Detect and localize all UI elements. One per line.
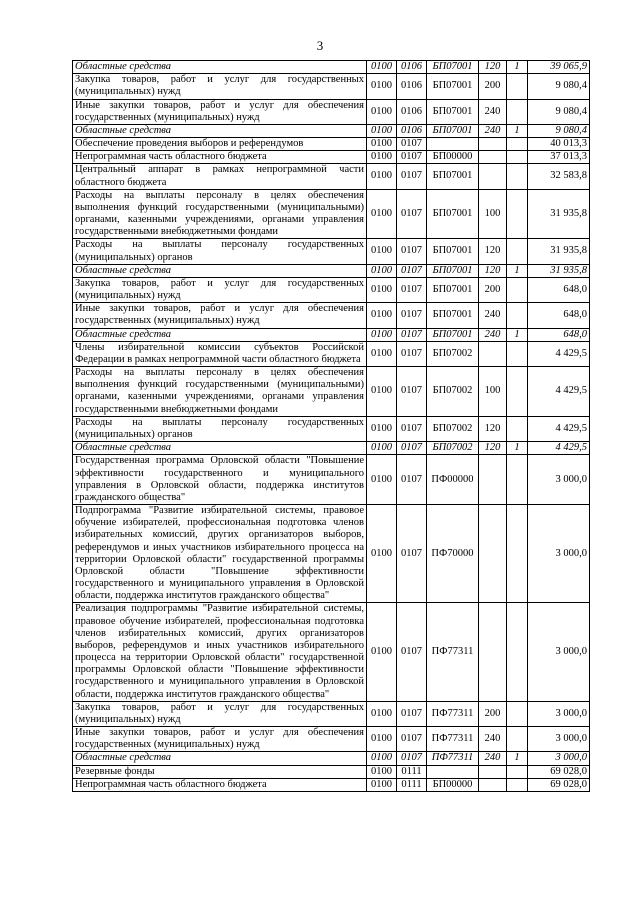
regional-funds-row	[73, 752, 590, 765]
expense-type-code-cell	[479, 765, 507, 778]
amount-cell: 9 080,4	[528, 99, 590, 124]
funding-source-cell: 1	[507, 752, 528, 765]
amount-cell: 69 028,0	[528, 765, 590, 778]
section-code-cell: 0100	[367, 264, 397, 277]
table-row	[73, 416, 590, 441]
expense-name-cell: Резервные фонды	[73, 765, 367, 778]
funding-source-cell: 1	[507, 124, 528, 137]
amount-cell: 4 429,5	[528, 367, 590, 417]
section-code-cell: 0100	[367, 239, 397, 264]
section-code-cell: 0100	[367, 74, 397, 99]
expense-type-code-cell	[479, 138, 507, 151]
table-row	[73, 505, 590, 603]
expense-name-cell: Непрограммная часть областного бюджета	[73, 151, 367, 164]
subsection-code-cell: 0107	[397, 328, 427, 341]
subsection-code-cell: 0106	[397, 61, 427, 74]
funding-source-cell	[507, 277, 528, 302]
target-item-code-cell: БП07002	[427, 367, 479, 417]
expense-type-code-cell: 100	[479, 367, 507, 417]
section-code-cell: 0100	[367, 505, 397, 603]
regional-funds-row	[73, 264, 590, 277]
target-item-code-cell	[427, 765, 479, 778]
amount-cell: 9 080,4	[528, 124, 590, 137]
section-code-cell: 0100	[367, 151, 397, 164]
table-row	[73, 239, 590, 264]
expense-type-code-cell: 240	[479, 303, 507, 328]
expense-type-code-cell: 120	[479, 239, 507, 264]
subsection-code-cell: 0107	[397, 264, 427, 277]
subsection-code-cell: 0111	[397, 765, 427, 778]
table-row	[73, 727, 590, 752]
funding-source-cell	[507, 455, 528, 505]
subsection-code-cell: 0107	[397, 455, 427, 505]
expense-type-code-cell	[479, 455, 507, 505]
table-row	[73, 603, 590, 701]
funding-source-cell	[507, 74, 528, 99]
funding-source-cell	[507, 727, 528, 752]
expense-type-code-cell	[479, 164, 507, 189]
subsection-code-cell: 0107	[397, 367, 427, 417]
expense-name-cell: Иные закупки товаров, работ и услуг для обеспечения государственных (муниципальных) нужд	[73, 303, 367, 328]
table-row	[73, 74, 590, 99]
expense-name-cell: Расходы на выплаты персоналу государственных (муниципальных) органов	[73, 239, 367, 264]
regional-funds-row	[73, 124, 590, 137]
expense-name-cell: Реализация подпрограммы "Развитие избирательной системы, правовое обучение избирателей, профессиональная подготовка членов избирательных комиссий, других организаторов выборов, референдумов и иных участников избирательного процесса на территории Орловской области" государственной программы Орловской области "Повышение эффективности государственного и муниципального управления в Орловской области, поддержка институтов гражданского общества"	[73, 603, 367, 701]
target-item-code-cell: БП00000	[427, 151, 479, 164]
expense-type-code-cell: 120	[479, 442, 507, 455]
regional-funds-row	[73, 61, 590, 74]
table-row	[73, 151, 590, 164]
amount-cell: 31 935,8	[528, 264, 590, 277]
target-item-code-cell: БП07002	[427, 341, 479, 366]
amount-cell: 648,0	[528, 277, 590, 302]
subsection-code-cell: 0107	[397, 727, 427, 752]
regional-funds-row	[73, 442, 590, 455]
expense-type-code-cell: 240	[479, 124, 507, 137]
amount-cell: 3 000,0	[528, 603, 590, 701]
target-item-code-cell: БП07001	[427, 277, 479, 302]
expense-name-cell: Закупка товаров, работ и услуг для государственных (муниципальных) нужд	[73, 74, 367, 99]
funding-source-cell	[507, 416, 528, 441]
target-item-code-cell: БП07001	[427, 74, 479, 99]
subsection-code-cell: 0107	[397, 189, 427, 239]
table-row	[73, 455, 590, 505]
subsection-code-cell: 0106	[397, 124, 427, 137]
section-code-cell: 0100	[367, 416, 397, 441]
section-code-cell: 0100	[367, 778, 397, 791]
target-item-code-cell: БП07001	[427, 328, 479, 341]
funding-source-cell	[507, 505, 528, 603]
funding-source-cell	[507, 189, 528, 239]
amount-cell: 4 429,5	[528, 442, 590, 455]
subsection-code-cell: 0107	[397, 164, 427, 189]
funding-source-cell	[507, 99, 528, 124]
section-code-cell: 0100	[367, 164, 397, 189]
expense-name-cell: Областные средства	[73, 124, 367, 137]
section-code-cell: 0100	[367, 455, 397, 505]
subsection-code-cell: 0107	[397, 341, 427, 366]
page-number: 3	[316, 38, 324, 53]
subsection-code-cell: 0106	[397, 99, 427, 124]
expense-name-cell: Областные средства	[73, 442, 367, 455]
subsection-code-cell: 0107	[397, 239, 427, 264]
amount-cell: 31 935,8	[528, 239, 590, 264]
table-row	[73, 138, 590, 151]
funding-source-cell: 1	[507, 61, 528, 74]
expense-name-cell: Иные закупки товаров, работ и услуг для обеспечения государственных (муниципальных) нужд	[73, 727, 367, 752]
amount-cell: 3 000,0	[528, 727, 590, 752]
target-item-code-cell: ПФ77311	[427, 752, 479, 765]
funding-source-cell	[507, 303, 528, 328]
amount-cell: 648,0	[528, 303, 590, 328]
funding-source-cell	[507, 367, 528, 417]
funding-source-cell: 1	[507, 442, 528, 455]
funding-source-cell	[507, 701, 528, 726]
section-code-cell: 0100	[367, 303, 397, 328]
target-item-code-cell: БП07001	[427, 239, 479, 264]
table-row	[73, 277, 590, 302]
regional-funds-row	[73, 328, 590, 341]
expense-name-cell: Члены избирательной комиссии субъектов Российской Федерации в рамках непрограммной части областного бюджета	[73, 341, 367, 366]
target-item-code-cell: БП07001	[427, 124, 479, 137]
subsection-code-cell: 0107	[397, 138, 427, 151]
subsection-code-cell: 0107	[397, 442, 427, 455]
subsection-code-cell: 0107	[397, 277, 427, 302]
section-code-cell: 0100	[367, 765, 397, 778]
target-item-code-cell: БП07001	[427, 189, 479, 239]
amount-cell: 3 000,0	[528, 701, 590, 726]
table-row	[73, 189, 590, 239]
target-item-code-cell: ПФ00000	[427, 455, 479, 505]
section-code-cell: 0100	[367, 61, 397, 74]
section-code-cell: 0100	[367, 442, 397, 455]
amount-cell: 3 000,0	[528, 455, 590, 505]
subsection-code-cell: 0107	[397, 416, 427, 441]
table-row	[73, 99, 590, 124]
expense-type-code-cell: 200	[479, 701, 507, 726]
funding-source-cell	[507, 341, 528, 366]
expense-name-cell: Областные средства	[73, 752, 367, 765]
subsection-code-cell: 0107	[397, 505, 427, 603]
section-code-cell: 0100	[367, 701, 397, 726]
amount-cell: 9 080,4	[528, 74, 590, 99]
budget-table	[72, 60, 590, 792]
target-item-code-cell	[427, 138, 479, 151]
expense-name-cell: Областные средства	[73, 264, 367, 277]
expense-name-cell: Областные средства	[73, 61, 367, 74]
funding-source-cell: 1	[507, 264, 528, 277]
section-code-cell: 0100	[367, 603, 397, 701]
section-code-cell: 0100	[367, 138, 397, 151]
target-item-code-cell: ПФ77311	[427, 727, 479, 752]
amount-cell: 648,0	[528, 328, 590, 341]
expense-name-cell: Государственная программа Орловской области "Повышение эффективности государственного и муниципального управления в Орловской области, поддержка институтов гражданского общества"	[73, 455, 367, 505]
funding-source-cell	[507, 239, 528, 264]
target-item-code-cell: ПФ77311	[427, 603, 479, 701]
table-row	[73, 778, 590, 791]
funding-source-cell	[507, 151, 528, 164]
subsection-code-cell: 0111	[397, 778, 427, 791]
expense-type-code-cell: 120	[479, 61, 507, 74]
amount-cell: 3 000,0	[528, 752, 590, 765]
expense-type-code-cell: 240	[479, 727, 507, 752]
target-item-code-cell: БП07001	[427, 99, 479, 124]
expense-type-code-cell: 100	[479, 189, 507, 239]
expense-type-code-cell	[479, 341, 507, 366]
table-row	[73, 303, 590, 328]
expense-type-code-cell	[479, 603, 507, 701]
expense-type-code-cell: 240	[479, 99, 507, 124]
amount-cell: 39 065,9	[528, 61, 590, 74]
subsection-code-cell: 0107	[397, 603, 427, 701]
subsection-code-cell: 0107	[397, 752, 427, 765]
section-code-cell: 0100	[367, 367, 397, 417]
section-code-cell: 0100	[367, 727, 397, 752]
section-code-cell: 0100	[367, 189, 397, 239]
section-code-cell: 0100	[367, 341, 397, 366]
target-item-code-cell: БП07002	[427, 442, 479, 455]
expense-type-code-cell	[479, 505, 507, 603]
table-row	[73, 701, 590, 726]
budget-table-body	[73, 61, 590, 792]
amount-cell: 40 013,3	[528, 138, 590, 151]
funding-source-cell	[507, 138, 528, 151]
target-item-code-cell: ПФ70000	[427, 505, 479, 603]
target-item-code-cell: БП07001	[427, 303, 479, 328]
section-code-cell: 0100	[367, 277, 397, 302]
subsection-code-cell: 0107	[397, 701, 427, 726]
funding-source-cell	[507, 765, 528, 778]
table-row	[73, 765, 590, 778]
expense-name-cell: Закупка товаров, работ и услуг для государственных (муниципальных) нужд	[73, 701, 367, 726]
target-item-code-cell: БП07001	[427, 264, 479, 277]
expense-name-cell: Расходы на выплаты персоналу государственных (муниципальных) органов	[73, 416, 367, 441]
table-row	[73, 164, 590, 189]
expense-name-cell: Иные закупки товаров, работ и услуг для обеспечения государственных (муниципальных) нужд	[73, 99, 367, 124]
target-item-code-cell: БП07001	[427, 164, 479, 189]
expense-name-cell: Подпрограмма "Развитие избирательной системы, правовое обучение избирателей, профессиональная подготовка членов избирательных комиссий, других организаторов выборов, референдумов и иных участников избирательного процесса на территории Орловской области" государственной программы Орловской области "Повышение эффективности государственного и муниципального управления в Орловской области, поддержка институтов гражданского общества"	[73, 505, 367, 603]
amount-cell: 4 429,5	[528, 341, 590, 366]
funding-source-cell	[507, 778, 528, 791]
amount-cell: 3 000,0	[528, 505, 590, 603]
expense-type-code-cell: 240	[479, 752, 507, 765]
section-code-cell: 0100	[367, 328, 397, 341]
funding-source-cell	[507, 603, 528, 701]
subsection-code-cell: 0107	[397, 303, 427, 328]
expense-name-cell: Центральный аппарат в рамках непрограммной части областного бюджета	[73, 164, 367, 189]
subsection-code-cell: 0106	[397, 74, 427, 99]
expense-name-cell: Расходы на выплаты персоналу в целях обеспечения выполнения функций государственными (муниципальными) органами, казенными учреждениями, органами управления государственными внебюджетными фондами	[73, 367, 367, 417]
amount-cell: 69 028,0	[528, 778, 590, 791]
target-item-code-cell: БП07002	[427, 416, 479, 441]
expense-type-code-cell	[479, 151, 507, 164]
table-row	[73, 367, 590, 417]
expense-type-code-cell	[479, 778, 507, 791]
funding-source-cell: 1	[507, 328, 528, 341]
section-code-cell: 0100	[367, 99, 397, 124]
expense-name-cell: Закупка товаров, работ и услуг для государственных (муниципальных) нужд	[73, 277, 367, 302]
amount-cell: 32 583,8	[528, 164, 590, 189]
expense-type-code-cell: 200	[479, 277, 507, 302]
expense-name-cell: Расходы на выплаты персоналу в целях обеспечения выполнения функций государственными (муниципальными) органами, казенными учреждениями, органами управления государственными внебюджетными фондами	[73, 189, 367, 239]
table-row	[73, 341, 590, 366]
amount-cell: 4 429,5	[528, 416, 590, 441]
amount-cell: 31 935,8	[528, 189, 590, 239]
expense-name-cell: Областные средства	[73, 328, 367, 341]
subsection-code-cell: 0107	[397, 151, 427, 164]
expense-type-code-cell: 240	[479, 328, 507, 341]
target-item-code-cell: ПФ77311	[427, 701, 479, 726]
section-code-cell: 0100	[367, 124, 397, 137]
funding-source-cell	[507, 164, 528, 189]
target-item-code-cell: БП00000	[427, 778, 479, 791]
expense-type-code-cell: 120	[479, 264, 507, 277]
expense-type-code-cell: 200	[479, 74, 507, 99]
section-code-cell: 0100	[367, 752, 397, 765]
expense-name-cell: Непрограммная часть областного бюджета	[73, 778, 367, 791]
expense-name-cell: Обеспечение проведения выборов и референдумов	[73, 138, 367, 151]
expense-type-code-cell: 120	[479, 416, 507, 441]
target-item-code-cell: БП07001	[427, 61, 479, 74]
amount-cell: 37 013,3	[528, 151, 590, 164]
